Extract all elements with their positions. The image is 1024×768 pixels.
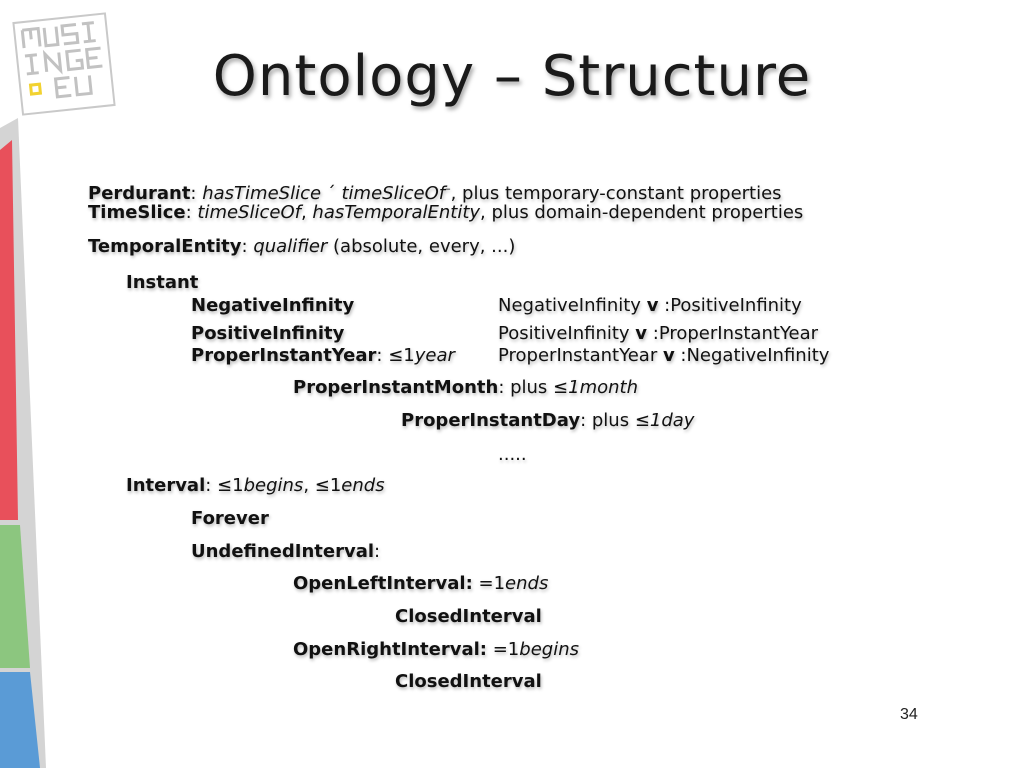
separator: =1 [487, 639, 520, 660]
operator: v [646, 295, 659, 316]
relation: ≤1day [634, 410, 695, 431]
openleft-term: OpenLeftInterval: [293, 573, 473, 594]
separator: : ≤1 [205, 475, 244, 496]
axiom-text: :NegativeInfinity [674, 345, 830, 366]
closed-interval-term: ClosedInterval [395, 606, 542, 627]
neginf-term: NegativeInfinity [191, 295, 355, 316]
posinf-axiom [498, 323, 818, 345]
instant-term: Instant [126, 272, 199, 293]
relation: hasTimeSlice [202, 183, 322, 204]
piday-term: ProperInstantDay [401, 410, 581, 431]
timeslice-line [88, 202, 803, 224]
openright-term: OpenRightInterval: [293, 639, 487, 660]
operator: ´ [321, 183, 342, 204]
interval-term: Interval [126, 475, 206, 496]
piyear-line [191, 345, 455, 367]
relation: hasTemporalEntity [312, 202, 481, 223]
piyear-term: ProperInstantYear [191, 345, 377, 366]
separator: , ≤1 [303, 475, 342, 496]
relation: year [414, 345, 455, 366]
closed-interval-line [395, 671, 542, 693]
instant-line [126, 272, 198, 294]
undef-term: UndefinedInterval [191, 541, 375, 562]
description: , plus temporary-constant properties [450, 183, 782, 204]
axiom-text: :PositiveInfinity [658, 295, 802, 316]
openright-line [293, 639, 579, 661]
neginf-axiom [498, 295, 802, 317]
relation: timeSliceOf [197, 202, 301, 223]
separator: : plus [498, 377, 554, 398]
separator: : [190, 183, 203, 204]
undef-line [191, 541, 380, 563]
pimonth-line [293, 377, 638, 399]
interval-line [126, 475, 385, 497]
neginf-line [191, 295, 354, 317]
temporalentity-term: TemporalEntity [88, 236, 242, 257]
temporalentity-line [88, 236, 515, 258]
separator: : [241, 236, 254, 257]
ellipsis: ..... [498, 444, 527, 465]
relation: qualifier [253, 236, 328, 257]
axiom-text: NegativeInfinity [498, 295, 647, 316]
posinf-term: PositiveInfinity [191, 323, 345, 344]
closed-interval-term: ClosedInterval [395, 671, 542, 692]
axiom-text: ProperInstantYear [498, 345, 663, 366]
relation: ends [341, 475, 385, 496]
forever-line [191, 508, 269, 530]
posinf-line [191, 323, 344, 345]
separator: : [374, 541, 381, 562]
timeslice-term: TimeSlice [88, 202, 186, 223]
relation: ≤1month [553, 377, 639, 398]
closed-interval-line [395, 606, 542, 628]
separator: , [300, 202, 313, 223]
perdurant-term: Perdurant [88, 183, 191, 204]
relation: timeSliceOf [341, 183, 446, 204]
forever-term: Forever [191, 508, 269, 529]
axiom-text: :ProperInstantYear [647, 323, 819, 344]
slide-title: Ontology – Structure [212, 44, 812, 109]
openleft-line [293, 573, 548, 595]
separator: =1 [472, 573, 506, 594]
separator: : plus [580, 410, 635, 431]
perdurant-line [88, 178, 782, 205]
description: (absolute, every, ...) [327, 236, 516, 257]
relation: ends [505, 573, 549, 594]
page-number: 34 [900, 706, 918, 723]
operator: v [635, 323, 648, 344]
relation: begins [519, 639, 579, 660]
axiom-text: PositiveInfinity [498, 323, 636, 344]
relation: begins [243, 475, 304, 496]
piyear-axiom [498, 345, 829, 367]
description: , plus domain-dependent properties [480, 202, 804, 223]
separator: : ≤1 [376, 345, 415, 366]
separator: : [185, 202, 198, 223]
pimonth-term: ProperInstantMonth [293, 377, 499, 398]
operator: v [662, 345, 675, 366]
inverse-mark: – [445, 182, 451, 195]
piday-line [401, 410, 694, 432]
